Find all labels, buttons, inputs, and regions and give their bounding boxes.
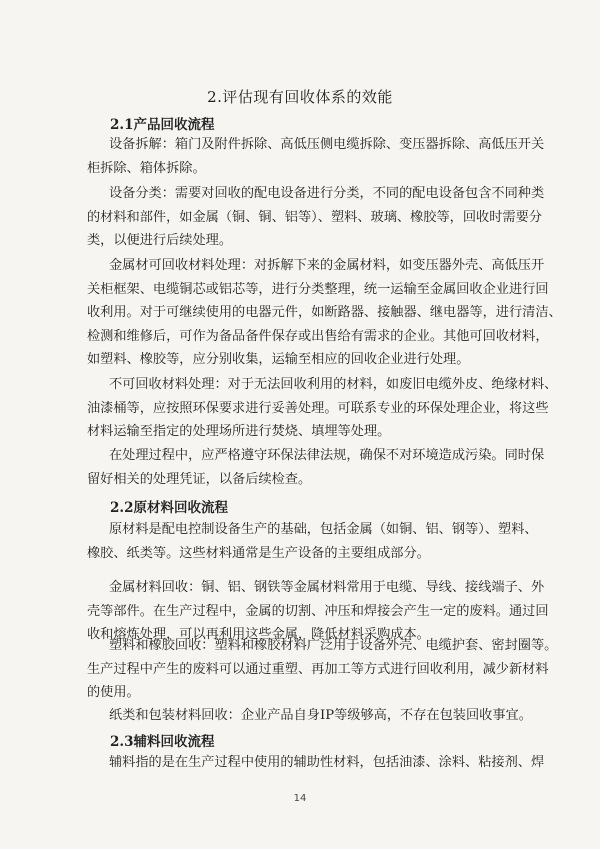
- heading-2-3: 2.3辅料回收流程: [110, 734, 215, 750]
- text-line: 类，以便进行后续处理。: [87, 233, 233, 249]
- text-line: 留好相关的处理凭证，以备后续检查。: [87, 471, 312, 487]
- page-title: 2.评估现有回收体系的效能: [207, 88, 393, 106]
- text-line: 如塑料、橡胶等，应分别收集，运输至相应的回收企业进行处理。: [87, 352, 470, 368]
- paragraph-2-1-2: [87, 182, 545, 253]
- paragraph-2-1-1: [87, 133, 545, 180]
- text-line: 壳等部件。在生产过程中，金属的切割、冲压和焊接会产生一定的废料。通过回: [87, 603, 549, 619]
- text-line: 柜拆除、箱体拆除。: [87, 160, 206, 176]
- text-line: 材料运输至指定的处理场所进行焚烧、填埋等处理。: [87, 424, 391, 440]
- text-line: 的材料和部件，如金属（铜、铜、铝等）、塑料、玻璃、橡胶等，回收时需要分: [87, 209, 542, 225]
- page-number: 14: [293, 793, 307, 804]
- text-line: 原材料是配电控制设备生产的基础，包括金属（如铜、铝、钢等）、塑料、: [109, 522, 538, 537]
- paragraph-2-1-3: [87, 254, 562, 372]
- text-line: 金属材料回收：铜、铝、钢铁等金属材料常用于电缆、导线、接线端子、外: [109, 580, 545, 595]
- text-line: 塑料和橡胶回收：塑料和橡胶材料广泛用于设备外壳、电缆护套、密封圈等。: [109, 638, 558, 653]
- paragraph-2-2-1: [87, 518, 538, 565]
- paragraph-2-1-5: [87, 444, 545, 491]
- paragraph-2-2-4: [87, 704, 532, 728]
- text-line: 的使用。: [87, 685, 140, 701]
- text-line: 橡胶、纸类等。这些材料通常是生产设备的主要组成部分。: [87, 545, 430, 561]
- paragraph-2-1-4: [87, 373, 558, 444]
- text-line: 不可回收材料处理：对于无法回收利用的材料，如废旧电缆外皮、绝缘材料、: [109, 377, 558, 392]
- text-line: 设备拆解：箱门及附件拆除、高低压侧电缆拆除、变压器拆除、高低压开关: [109, 137, 545, 152]
- text-line: 收和熔炼处理，可以再利用这些金属，降低材料采购成本。: [87, 627, 430, 643]
- text-line: 关柜框架、电缆铜芯或铝芯等，进行分类整理，统一运输至金属回收企业进行回: [87, 281, 549, 297]
- text-line: 金属材可回收材料处理：对拆解下来的金属材料，如变压器外壳、高低压开: [109, 258, 545, 273]
- heading-2-2: 2.2原材料回收流程: [110, 500, 228, 516]
- text-line: 生产过程中产生的废料可以通过重塑、再加工等方式进行回收利用，减少新材料: [87, 661, 549, 677]
- text-line: 检测和维修后，可作为备品备件保存或出售给有需求的企业。其他可回收材料，: [87, 328, 549, 344]
- heading-2-1: 2.1产品回收流程: [110, 117, 215, 133]
- text-line: 收利用。对于可继续使用的电器元件，如断路器、接触器、继电器等，进行清洁、: [87, 305, 562, 321]
- text-line: 在处理过程中，应严格遵守环保法律法规，确保不对环境造成污染。同时保: [109, 448, 545, 463]
- paragraph-2-2-3: [87, 634, 558, 705]
- paragraph-2-3-1: [87, 751, 545, 775]
- text-line: 设备分类：需要对回收的配电设备进行分类，不同的配电设备包含不同种类: [109, 186, 545, 201]
- text-line: 辅料指的是在生产过程中使用的辅助性材料，包括油漆、涂料、粘接剂、焊: [109, 755, 545, 770]
- text-line: 纸类和包装材料回收：企业产品自身IP等级够高，不存在包装回收事宜。: [109, 708, 532, 723]
- text-line: 油漆桶等，应按照环保要求进行妥善处理。可联系专业的环保处理企业，将这些: [87, 400, 549, 416]
